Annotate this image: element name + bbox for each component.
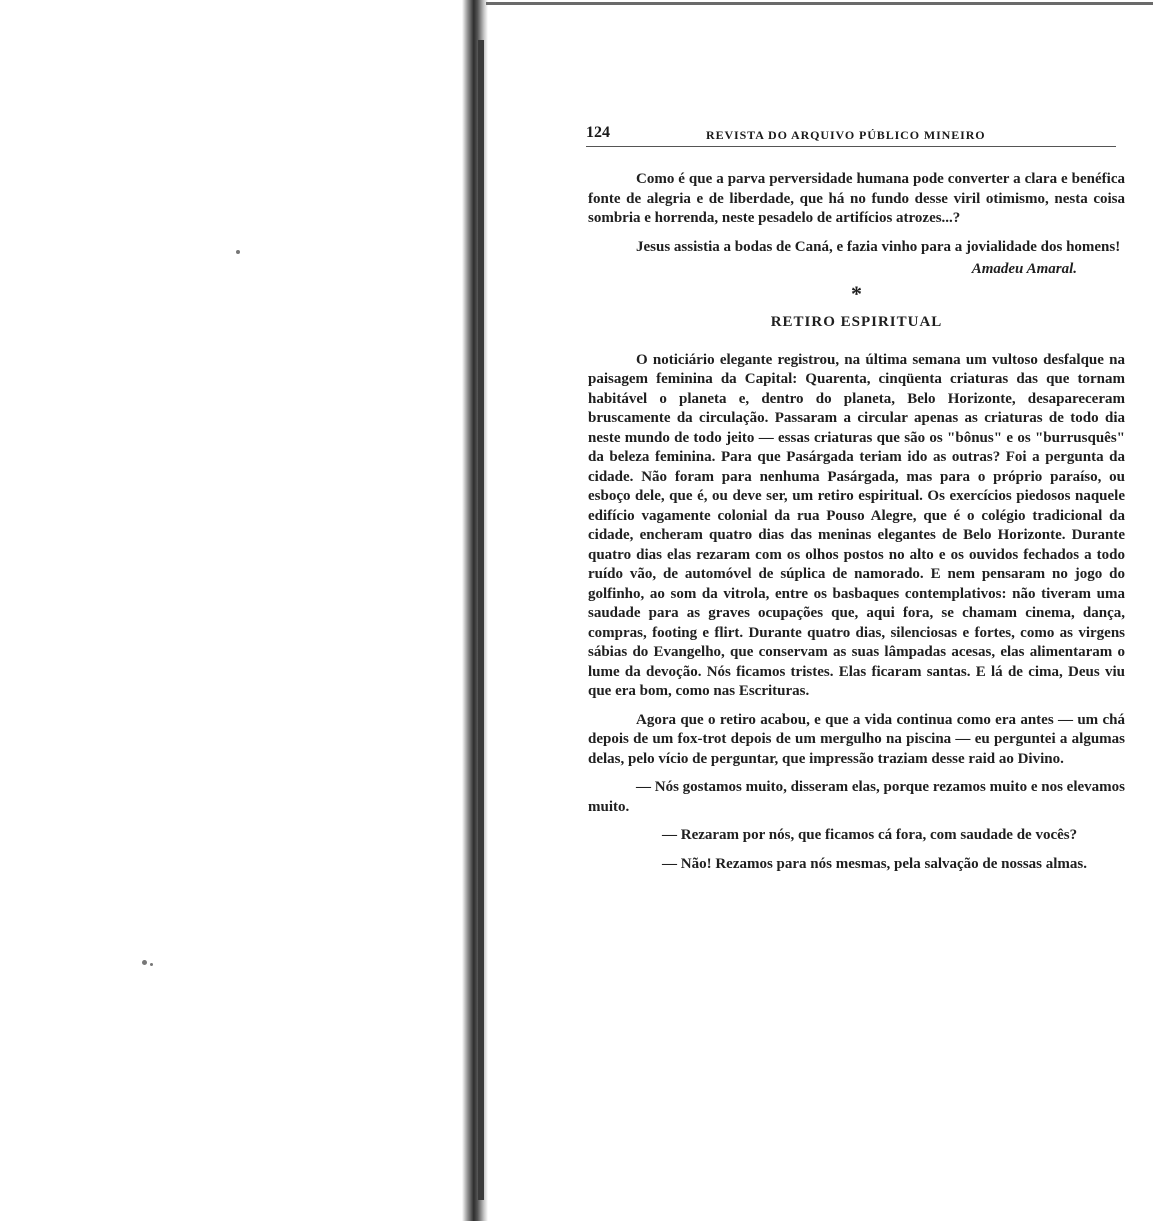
article-paragraph: Como é que a parva perversidade humana pode converter a clara e benéfica fonte de alegria e de liberdade, que há no fundo desse viril otimismo, nesta coisa sombria e horrenda, neste pesadelo de artifícios atrozes...? (588, 171, 1125, 226)
book-gutter-edge (478, 40, 484, 1200)
article-paragraph: Jesus assistia a bodas de Caná, e fazia vinho para a jovialidade dos homens! (636, 238, 1121, 255)
article-signature: Amadeu Amaral. (971, 261, 1077, 277)
body-text (588, 170, 1125, 883)
dialogue-line: — Rezaram por nós, que ficamos cá fora, com saudade de vocês? (662, 827, 1078, 843)
dialogue-line: — Não! Rezamos para nós mesmas, pela salvação de nossas almas. (662, 855, 1087, 872)
page-number: 124 (586, 124, 610, 141)
left-blank-page (0, 0, 470, 1221)
book-gutter (462, 0, 488, 1221)
section-paragraph: O noticiário elegante registrou, na última semana um vultoso desfalque na paisagem feminina da Capital: Quarenta, cinqüenta criaturas das que tornam habitável o planeta e, dentro do planeta, Belo Horizonte, desapareceram bruscamente da circulação. Passaram a circular apenas as criaturas de todo dia neste mundo de todo jeito — essas criaturas que são os "bônus" e os "burrusquês" da beleza feminina. Para que Pasárgada teriam ido as outras? Foi a pergunta da cidade. Não foram para nenhuma Pasárgada, mas para o próprio paraíso, ou esboço dele, que é, ou deve ser, um retiro espiritual. Os exercícios piedosos naquele edifício vagamente colonial da rua Pouso Alegre, que é o colégio tradicional da cidade, encheram quatro dias das meninas elegantes de Belo Horizonte. Durante quatro dias elas rezaram com os olhos postos no alto e os ouvidos fechados a todo ruído vão, de automóvel de súplica de namorado. E nem pensaram no jogo do golfinho, ao som da vitrola, entre os basbaques contemplativos: não tiveram uma saudade para as graves ocupações que, aqui fora, se chamam cinema, dança, compras, footing e flirt. Durante quatro dias, silenciosas e fortes, como as virgens sábias do Evangelho, que conservam as suas lâmpadas acesas, elas alimentaram o lume da devoção. Nós ficamos tristes. Elas ficaram santas. E lá de cima, Deus viu que era bom, como nas Escrituras. (588, 351, 1125, 699)
right-text-page (488, 0, 1153, 1221)
section-title: RETIRO ESPIRITUAL (770, 314, 943, 330)
page-header (586, 124, 1116, 147)
paper-speck (142, 960, 147, 965)
section-separator: * (851, 280, 862, 306)
paper-speck (150, 963, 153, 966)
paper-speck (236, 250, 240, 254)
running-title: REVISTA DO ARQUIVO PÚBLICO MINEIRO (706, 128, 986, 142)
section-paragraph: Agora que o retiro acabou, e que a vida continua como era antes — um chá depois de um fox-trot depois de um mergulho na piscina — eu perguntei a algumas delas, pelo vício de perguntar, que impressão traziam desse raid ao Divino. (588, 711, 1125, 767)
dialogue-line: — Nós gostamos muito, disseram elas, porque rezamos muito e nos elevamos muito. (588, 779, 1126, 815)
